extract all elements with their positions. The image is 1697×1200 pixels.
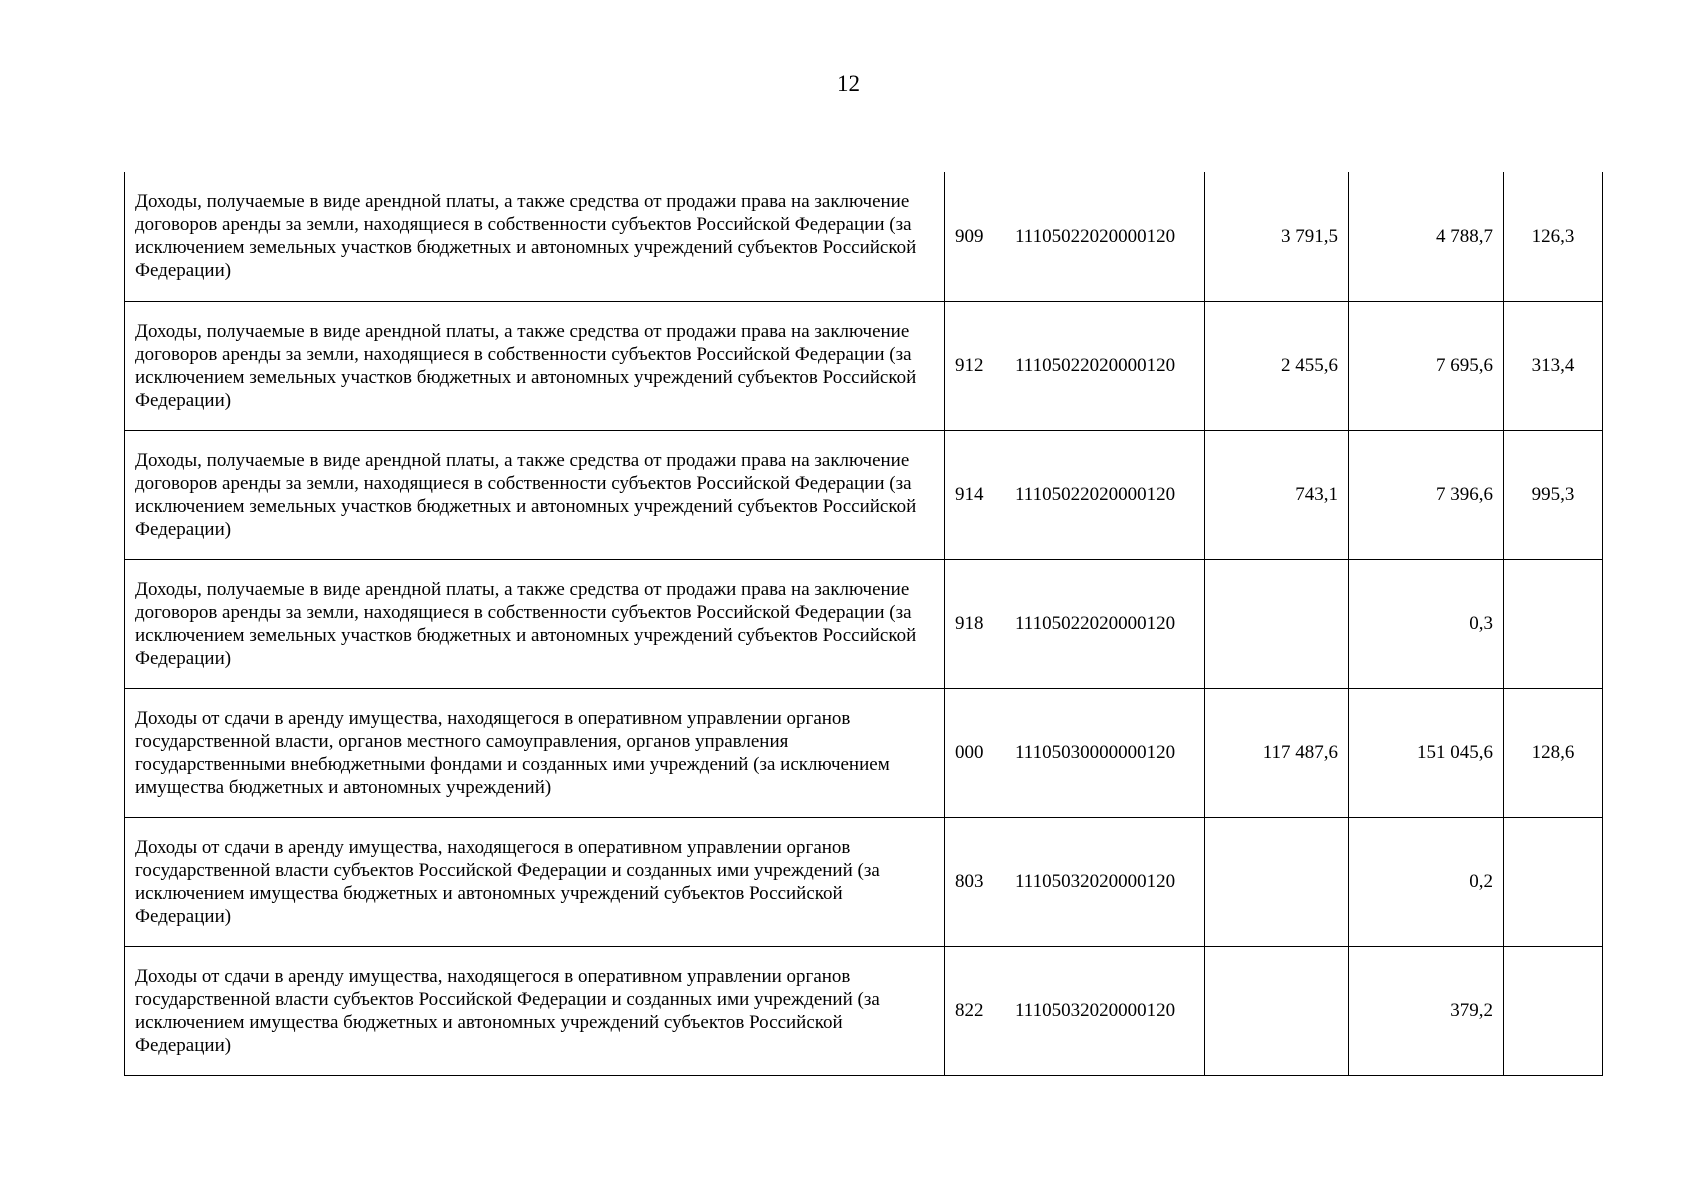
budget-classification-code: 11105022020000120 (1015, 355, 1176, 376)
execution-percent-cell: 126,3 (1504, 172, 1603, 301)
administrator-code: 822 (955, 1000, 984, 1021)
actual-amount-cell: 0,2 (1349, 817, 1504, 946)
table-row (125, 559, 1603, 688)
administrator-code: 000 (955, 742, 984, 763)
income-description-cell: Доходы от сдачи в аренду имущества, находящегося в оперативном управлении органов государственной власти, органов местного самоуправления, органов управления государственными внебюджетными фондами и созданных ими учреждений (за исключением имущества бюджетных и автономных учреждений) (125, 688, 945, 817)
plan-amount-cell: 117 487,6 (1205, 688, 1349, 817)
budget-code-cell (945, 817, 1205, 946)
budget-classification-code: 11105030000000120 (1015, 742, 1176, 763)
income-description-cell: Доходы, получаемые в виде арендной платы, а также средства от продажи права на заключение договоров аренды за земли, находящиеся в собственности субъектов Российской Федерации (за исключением земельных участков бюджетных и автономных учреждений субъектов Российской Федерации) (125, 559, 945, 688)
administrator-code: 918 (955, 613, 984, 634)
execution-percent-cell (1504, 559, 1603, 688)
budget-classification-code: 11105022020000120 (1015, 484, 1176, 505)
table-row (125, 817, 1603, 946)
budget-classification-code: 11105032020000120 (1015, 871, 1176, 892)
administrator-code: 909 (955, 225, 984, 247)
table-row (125, 172, 1603, 301)
budget-code-cell (945, 559, 1205, 688)
budget-code-cell (945, 430, 1205, 559)
revenue-table (124, 172, 1603, 1076)
table-row (125, 301, 1603, 430)
plan-amount-cell (1205, 817, 1349, 946)
budget-classification-code: 11105022020000120 (1015, 613, 1176, 634)
plan-amount-cell: 743,1 (1205, 430, 1349, 559)
execution-percent-cell: 313,4 (1504, 301, 1603, 430)
actual-amount-cell: 151 045,6 (1349, 688, 1504, 817)
execution-percent-cell: 995,3 (1504, 430, 1603, 559)
administrator-code: 914 (955, 484, 984, 505)
revenue-table-body (125, 172, 1603, 1075)
actual-amount-cell: 7 396,6 (1349, 430, 1504, 559)
table-row (125, 946, 1603, 1075)
execution-percent-cell (1504, 817, 1603, 946)
actual-amount-cell: 379,2 (1349, 946, 1504, 1075)
administrator-code: 803 (955, 871, 984, 892)
page-number: 12 (837, 71, 860, 96)
plan-amount-cell (1205, 946, 1349, 1075)
income-description-cell: Доходы от сдачи в аренду имущества, находящегося в оперативном управлении органов государственной власти субъектов Российской Федерации и созданных ими учреждений (за исключением имущества бюджетных и автономных учреждений субъектов Российской Федерации) (125, 946, 945, 1075)
table-row (125, 430, 1603, 559)
budget-code-cell (945, 688, 1205, 817)
plan-amount-cell: 2 455,6 (1205, 301, 1349, 430)
actual-amount-cell: 4 788,7 (1349, 172, 1504, 301)
income-description-cell: Доходы от сдачи в аренду имущества, находящегося в оперативном управлении органов государственной власти субъектов Российской Федерации и созданных ими учреждений (за исключением имущества бюджетных и автономных учреждений субъектов Российской Федерации) (125, 817, 945, 946)
execution-percent-cell (1504, 946, 1603, 1075)
actual-amount-cell: 7 695,6 (1349, 301, 1504, 430)
budget-classification-code: 11105032020000120 (1015, 1000, 1176, 1021)
execution-percent-cell: 128,6 (1504, 688, 1603, 817)
income-description-cell: Доходы, получаемые в виде арендной платы, а также средства от продажи права на заключение договоров аренды за земли, находящиеся в собственности субъектов Российской Федерации (за исключением земельных участков бюджетных и автономных учреждений субъектов Российской Федерации) (125, 301, 945, 430)
actual-amount-cell: 0,3 (1349, 559, 1504, 688)
income-description-cell: Доходы, получаемые в виде арендной платы, а также средства от продажи права на заключение договоров аренды за земли, находящиеся в собственности субъектов Российской Федерации (за исключением земельных участков бюджетных и автономных учреждений субъектов Российской Федерации) (125, 172, 945, 301)
income-description-cell: Доходы, получаемые в виде арендной платы, а также средства от продажи права на заключение договоров аренды за земли, находящиеся в собственности субъектов Российской Федерации (за исключением земельных участков бюджетных и автономных учреждений субъектов Российской Федерации) (125, 430, 945, 559)
budget-code-cell (945, 946, 1205, 1075)
budget-classification-code: 11105022020000120 (1015, 225, 1176, 247)
plan-amount-cell (1205, 559, 1349, 688)
administrator-code: 912 (955, 355, 984, 376)
budget-code-cell (945, 301, 1205, 430)
table-row (125, 688, 1603, 817)
budget-code-cell (945, 172, 1205, 301)
plan-amount-cell: 3 791,5 (1205, 172, 1349, 301)
